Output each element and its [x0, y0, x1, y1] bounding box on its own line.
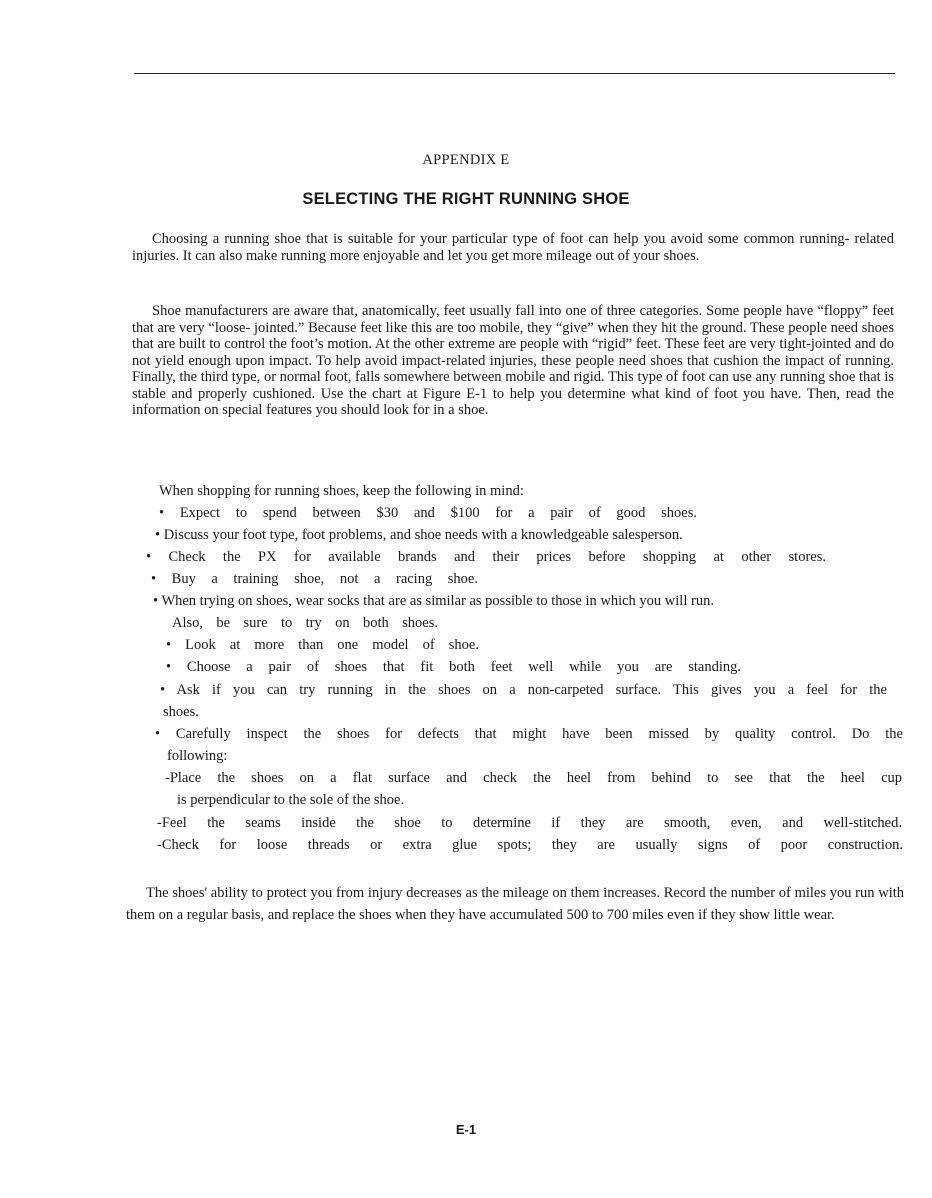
list-item-continuation: Also, be sure to try on both shoes. — [172, 615, 438, 631]
list-item: • Buy a training shoe, not a racing shoe. — [151, 571, 478, 587]
sub-item: -Feel the seams inside the shoe to determine if they are smooth, even, and well-stitched. — [157, 815, 902, 831]
list-item: • Choose a pair of shoes that fit both feet well while you are standing. — [166, 659, 741, 675]
list-item: • Expect to spend between $30 and $100 for a pair of good shoes. — [159, 505, 697, 521]
appendix-label: APPENDIX E — [422, 152, 510, 168]
header-rule — [134, 73, 895, 74]
page-title: SELECTING THE RIGHT RUNNING SHOE — [302, 190, 630, 208]
list-item: • Carefully inspect the shoes for defects that might have been missed by quality control. Do the — [155, 726, 903, 742]
sub-item-continuation: is perpendicular to the sole of the shoe. — [177, 792, 405, 808]
intro-paragraph-1: Choosing a running shoe that is suitable for your particular type of foot can help you avoid some common running- related injuries. It can also make running more enjoyable and let you get more mileage out of your shoes. — [132, 231, 894, 264]
list-item: • Check the PX for available brands and their prices before shopping at other stores. — [146, 549, 826, 565]
list-item: • Discuss your foot type, foot problems, and shoe needs with a knowledgeable salesperson. — [155, 527, 683, 543]
sub-item: -Check for loose threads or extra glue spots; they are usually signs of poor construction. — [157, 837, 903, 853]
list-item-continuation: shoes. — [163, 704, 199, 720]
list-item: • Look at more than one model of shoe. — [166, 637, 479, 653]
page-number: E-1 — [455, 1122, 477, 1137]
closing-paragraph: The shoes' ability to protect you from injury decreases as the mileage on them increases. Record the number of miles you run with them on a regular basis, and replace the shoes when they have accumulated 500 to 700 miles even if they show little wear. — [126, 885, 904, 923]
list-item: • When trying on shoes, wear socks that are as similar as possible to those in which you will run. — [153, 593, 714, 609]
list-item: • Ask if you can try running in the shoes on a non-carpeted surface. This gives you a feel for the — [160, 682, 887, 698]
shopping-lead: When shopping for running shoes, keep the following in mind: — [159, 483, 524, 499]
intro-paragraph-2: Shoe manufacturers are aware that, anatomically, feet usually fall into one of three categories. Some people have “floppy” feet that are very “loose- jointed.” Because feet like this are too mobile, they “give” when they hit the ground. These people need shoes that are built to control the foot’s motion. At the other extreme are people with “rigid” feet. These feet are very tight-jointed and do not yield enough upon impact. To help avoid impact-related injuries, these people need shoes that cushion the impact of running. Finally, the third type, or normal foot, falls somewhere between mobile and rigid. This type of foot can use any running shoe that is stable and properly cushioned. Use the chart at Figure E-1 to help you determine what kind of foot you have. Then, read the information on special features you should look for in a shoe. — [132, 303, 894, 418]
sub-item: -Place the shoes on a flat surface and check the heel from behind to see that the heel cup — [165, 770, 902, 786]
list-item-continuation: following: — [167, 748, 228, 764]
